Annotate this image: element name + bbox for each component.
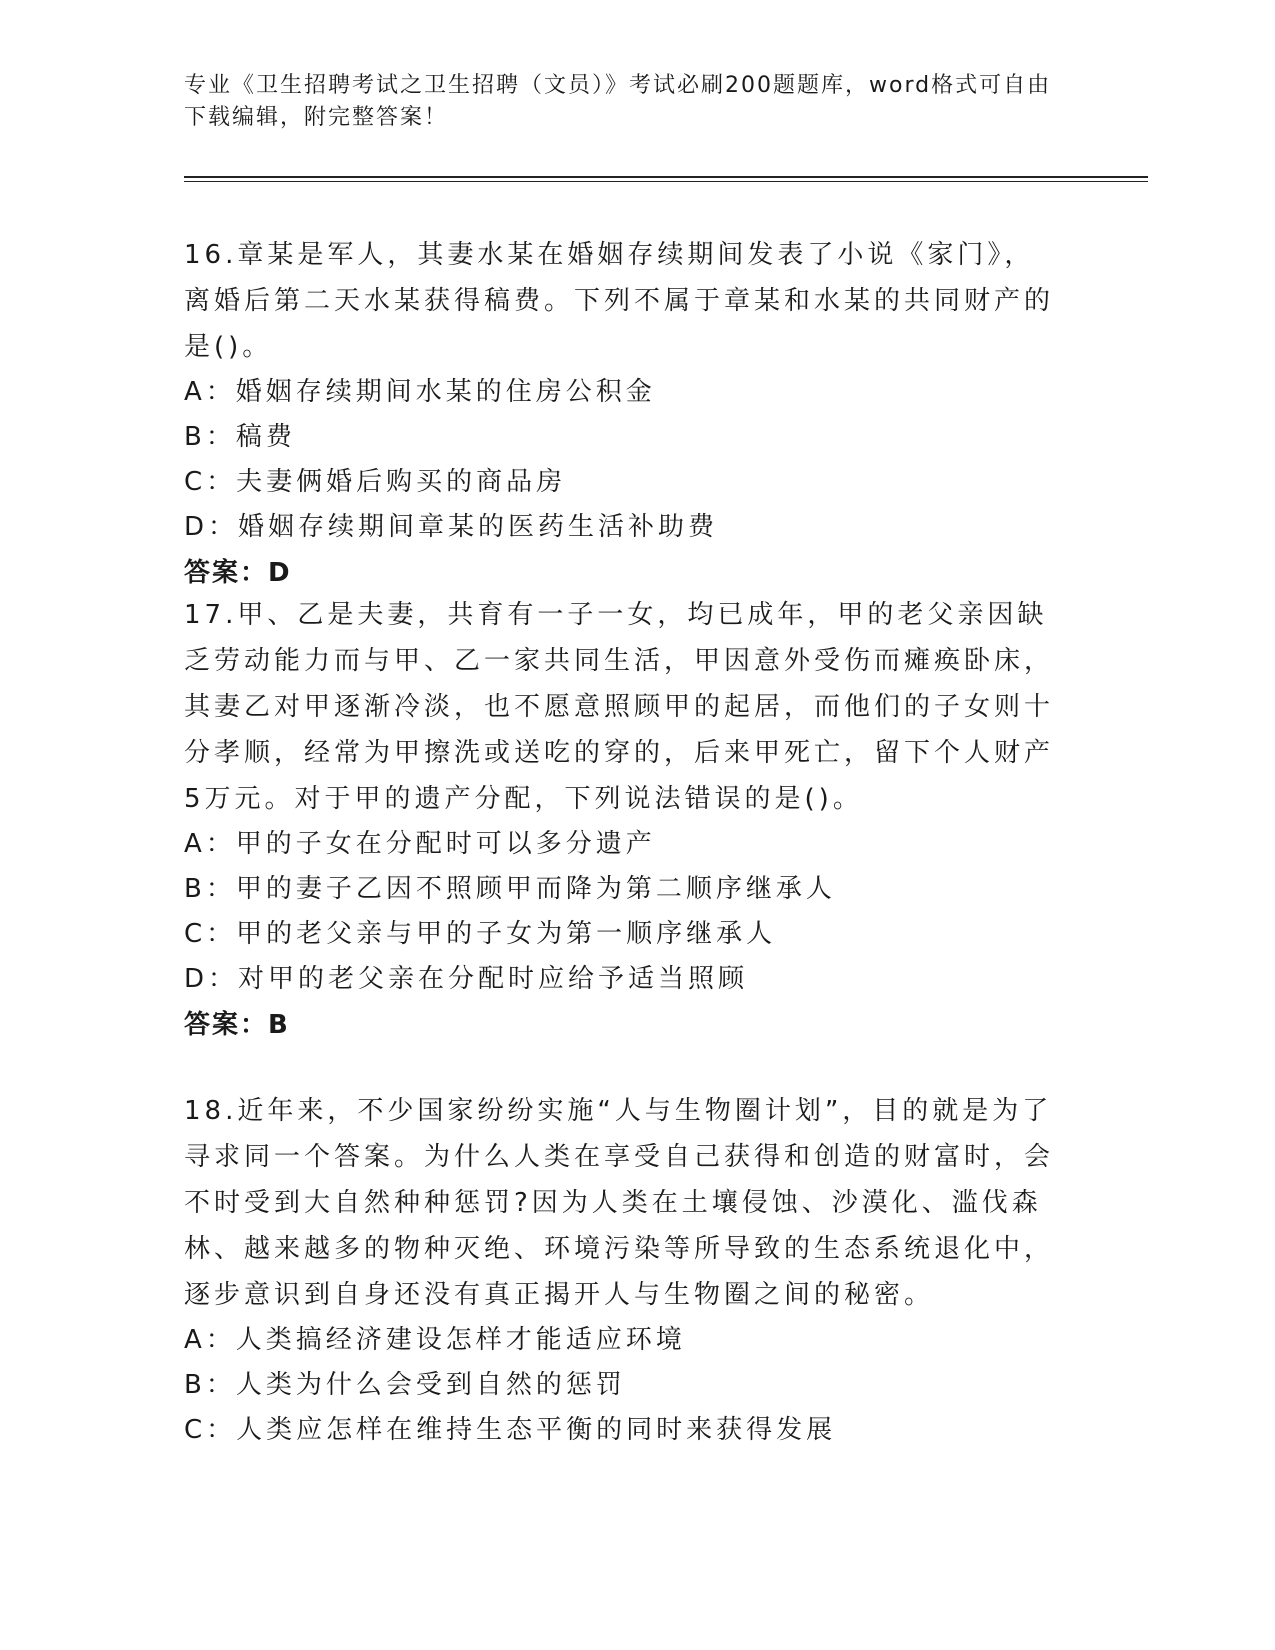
answer: 答案：D — [184, 558, 292, 588]
option-d: D：对甲的老父亲在分配时应给予适当照顾 — [184, 964, 749, 994]
option-c: C：人类应怎样在维持生态平衡的同时来获得发展 — [184, 1415, 837, 1445]
option-a: A：甲的子女在分配时可以多分遗产 — [184, 829, 656, 859]
option-c: C：甲的老父亲与甲的子女为第一顺序继承人 — [184, 919, 777, 949]
question-stem: 18.近年来，不少国家纷纷实施“人与生物圈计划”，目的就是为了寻求同一个答案。为什么人类在享受自己获得和创造的财富时，会不时受到大自然种种惩罚?因为人类在土壤侵蚀、沙漠化、滥伐森林、越来越多的物种灭绝、环境污染等所导致的生态系统退化中，逐步意识到自身还没有真正揭开人与生物圈之间的秘密。 — [184, 1096, 1055, 1310]
question-16 — [184, 232, 1064, 596]
answer: 答案：B — [184, 1010, 290, 1040]
option-d: D：婚姻存续期间章某的医药生活补助费 — [184, 512, 719, 542]
option-b: B：人类为什么会受到自然的惩罚 — [184, 1370, 626, 1400]
option-a: A：婚姻存续期间水某的住房公积金 — [184, 377, 656, 407]
question-stem: 16.章某是军人，其妻水某在婚姻存续期间发表了小说《家门》，离婚后第二天水某获得稿费。下列不属于章某和水某的共同财产的是()。 — [184, 240, 1055, 362]
question-17 — [184, 592, 1064, 1048]
option-b: B：稿费 — [184, 422, 296, 452]
option-b: B：甲的妻子乙因不照顾甲而降为第二顺序继承人 — [184, 874, 836, 904]
option-c: C：夫妻俩婚后购买的商品房 — [184, 467, 567, 497]
option-a: A：人类搞经济建设怎样才能适应环境 — [184, 1325, 686, 1355]
header-divider — [184, 176, 1148, 182]
document-header: 专业《卫生招聘考试之卫生招聘（文员）》考试必刷200题题库，word格式可自由下载编辑，附完整答案！ — [184, 73, 1052, 130]
question-18 — [184, 1088, 1064, 1453]
question-stem: 17.甲、乙是夫妻，共育有一子一女，均已成年，甲的老父亲因缺乏劳动能力而与甲、乙一家共同生活，甲因意外受伤而瘫痪卧床，其妻乙对甲逐渐冷淡，也不愿意照顾甲的起居，而他们的子女则十分孝顺，经常为甲擦洗或送吃的穿的，后来甲死亡，留下个人财产5万元。对于甲的遗产分配，下列说法错误的是()。 — [184, 600, 1055, 814]
